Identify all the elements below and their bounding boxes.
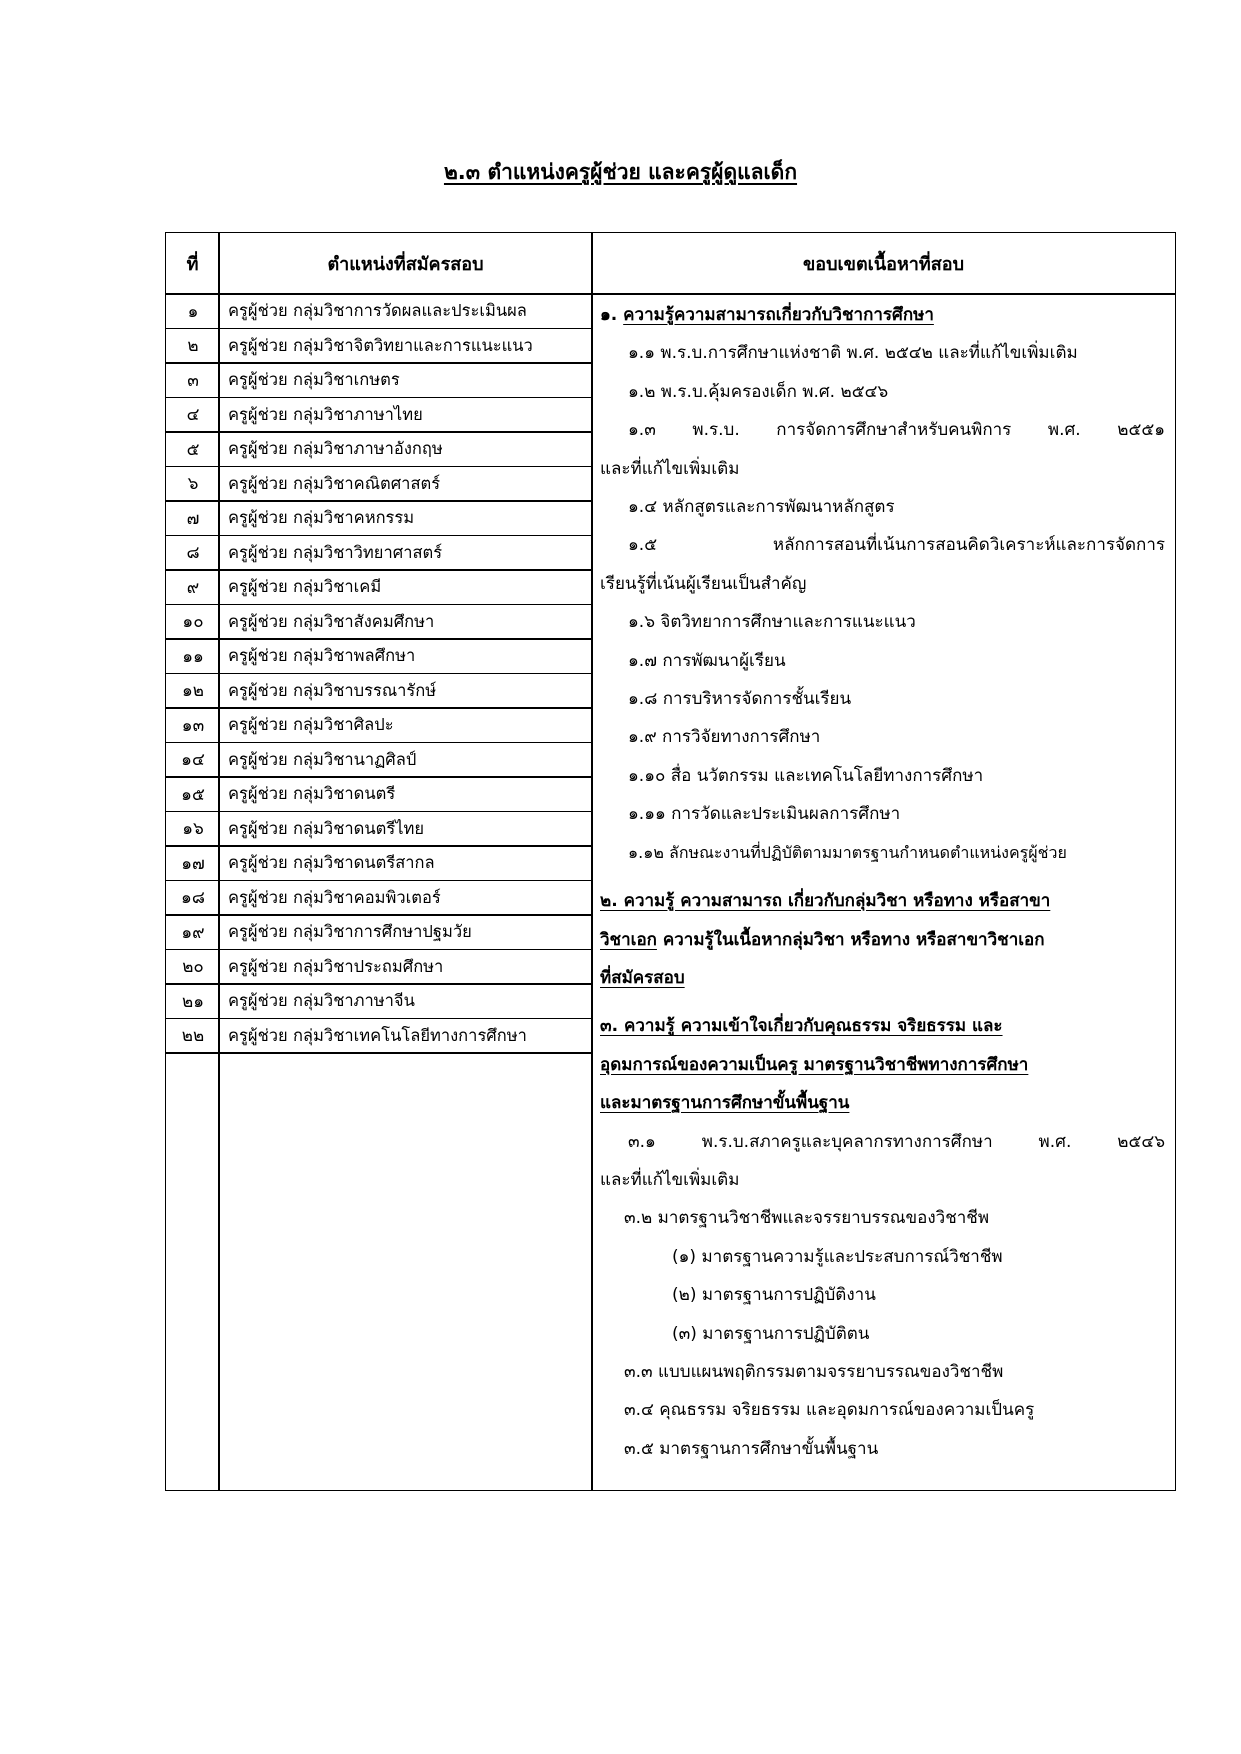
scope-item: ๑.๕ หลักการสอนที่เน้นการสอนคิดวิเคราะห์และการจัดการ	[628, 535, 1165, 556]
row-number: ๑๘	[181, 888, 205, 909]
row-number: ๒๐	[182, 957, 204, 978]
scope-item: ๑.๖ จิตวิทยาการศึกษาและการแนะแนว	[628, 612, 916, 633]
row-position: ครูผู้ช่วย กลุ่มวิชาภาษาไทย	[228, 404, 423, 424]
scope-item: ๑.๑๐ สื่อ นวัตกรรม และเทคโนโลยีทางการศึกษา	[628, 765, 984, 786]
scope-item: ๑.๘ การบริหารจัดการชั้นเรียน	[628, 689, 852, 710]
scope-item: ๑.๒ พ.ร.บ.คุ้มครองเด็ก พ.ศ. ๒๕๔๖	[628, 381, 889, 402]
section-2-tail: ที่สมัครสอบ	[600, 967, 685, 988]
row-number: ๑	[187, 301, 199, 322]
row-number: ๗	[186, 508, 200, 529]
section-2-major: วิชาเอก	[600, 929, 657, 950]
row-position: ครูผู้ช่วย กลุ่มวิชาพลศึกษา	[228, 646, 416, 666]
scope-content	[600, 296, 1165, 1468]
row-position: ครูผู้ช่วย กลุ่มวิชาประถมศึกษา	[228, 956, 444, 976]
section-3-heading-line3: และมาตรฐานการศึกษาขั้นพื้นฐาน	[600, 1093, 850, 1114]
scope-subitem: (๓) มาตรฐานการปฏิบัติตน	[672, 1323, 870, 1344]
scope-item-continuation: และที่แก้ไขเพิ่มเติม	[600, 458, 740, 479]
scope-item: ๓.๔ คุณธรรม จริยธรรม และอุดมการณ์ของความเป็นครู	[624, 1400, 1035, 1421]
page-title-text: ๒.๓ ตำแหน่งครูผู้ช่วย และครูผู้ดูแลเด็ก	[443, 160, 798, 184]
scope-subitem: (๒) มาตรฐานการปฏิบัติงาน	[672, 1285, 876, 1306]
row-position: ครูผู้ช่วย กลุ่มวิชาคอมพิวเตอร์	[228, 887, 441, 907]
scope-subitem: (๑) มาตรฐานความรู้และประสบการณ์วิชาชีพ	[672, 1246, 1003, 1267]
row-number: ๒	[187, 336, 199, 357]
header-position: ตำแหน่งที่สมัครสอบ	[327, 253, 484, 275]
header-number: ที่	[186, 253, 199, 275]
row-position: ครูผู้ช่วย กลุ่มวิชาเกษตร	[228, 370, 400, 390]
row-number: ๔	[186, 405, 200, 426]
header-scope: ขอบเขตเนื้อหาที่สอบ	[802, 253, 964, 275]
row-number: ๑๐	[182, 612, 204, 633]
row-position: ครูผู้ช่วย กลุ่มวิชาบรรณารักษ์	[228, 680, 437, 700]
row-divider	[165, 1052, 592, 1054]
row-number: ๑๔	[181, 750, 205, 771]
section-1-number: ๑.	[600, 305, 618, 325]
row-position: ครูผู้ช่วย กลุ่มวิชาเทคโนโลยีทางการศึกษา	[228, 1025, 527, 1045]
section-3-heading: ๓. ความรู้ ความเข้าใจเกี่ยวกับคุณธรรม จริยธรรม และ	[600, 1016, 1003, 1037]
row-number: ๒๒	[181, 1026, 205, 1047]
scope-item: ๓.๕ มาตรฐานการศึกษาขั้นพื้นฐาน	[624, 1438, 879, 1459]
scope-item: ๑.๔ หลักสูตรและการพัฒนาหลักสูตร	[628, 497, 895, 518]
row-position: ครูผู้ช่วย กลุ่มวิชาสังคมศึกษา	[228, 611, 435, 631]
row-number: ๙	[186, 577, 200, 598]
row-position: ครูผู้ช่วย กลุ่มวิชาวิทยาศาสตร์	[228, 542, 443, 562]
section-2-heading: ๒. ความรู้ ความสามารถ เกี่ยวกับกลุ่มวิชา หรือทาง หรือสาขา	[600, 891, 1051, 912]
scope-item-continuation: และที่แก้ไขเพิ่มเติม	[600, 1169, 740, 1190]
row-number: ๕	[186, 439, 200, 460]
scope-item: ๑.๓ พ.ร.บ. การจัดการศึกษาสำหรับคนพิการ พ.ศ. ๒๕๕๑	[628, 420, 1165, 441]
scope-item: ๓.๒ มาตรฐานวิชาชีพและจรรยาบรรณของวิชาชีพ	[624, 1208, 990, 1229]
scope-item: ๑.๑๒ ลักษณะงานที่ปฏิบัติตามมาตรฐานกำหนดตำแหน่งครูผู้ช่วย	[628, 842, 1067, 862]
page-title	[0, 156, 1241, 189]
scope-item: ๓.๓ แบบแผนพฤติกรรมตามจรรยาบรรณของวิชาชีพ	[624, 1361, 1004, 1382]
row-number: ๒๑	[182, 991, 204, 1012]
row-position: ครูผู้ช่วย กลุ่มวิชาคหกรรม	[228, 508, 415, 528]
column-divider-scope	[591, 232, 593, 1491]
row-position: ครูผู้ช่วย กลุ่มวิชาดนตรี	[228, 784, 396, 804]
row-number: ๑๒	[182, 681, 204, 702]
row-number: ๘	[186, 543, 200, 564]
scope-item: ๑.๙ การวิจัยทางการศึกษา	[628, 727, 821, 748]
row-number: ๑๑	[182, 646, 204, 667]
section-3-heading-line2: อุดมการณ์ของความเป็นครู มาตรฐานวิชาชีพทางการศึกษา	[600, 1054, 1029, 1075]
row-position: ครูผู้ช่วย กลุ่มวิชาภาษาจีน	[228, 991, 415, 1011]
row-number: ๓	[187, 370, 199, 391]
row-position: ครูผู้ช่วย กลุ่มวิชานาฏศิลป์	[228, 749, 417, 769]
row-number: ๑๓	[181, 715, 205, 736]
row-number: ๖	[187, 474, 199, 495]
scope-item: ๑.๗ การพัฒนาผู้เรียน	[628, 650, 786, 671]
row-position: ครูผู้ช่วย กลุ่มวิชาคณิตศาสตร์	[228, 473, 441, 493]
scope-item-continuation: เรียนรู้ที่เน้นผู้เรียนเป็นสำคัญ	[600, 573, 807, 594]
section-1-title: ความรู้ความสามารถเกี่ยวกับวิชาการศึกษา	[623, 305, 934, 325]
row-position: ครูผู้ช่วย กลุ่มวิชาดนตรีสากล	[228, 853, 435, 873]
section-2-description: ความรู้ในเนื้อหากลุ่มวิชา หรือทาง หรือสาขาวิชาเอก	[656, 929, 1045, 950]
row-position: ครูผู้ช่วย กลุ่มวิชาศิลปะ	[228, 715, 394, 735]
row-number: ๑๙	[181, 922, 205, 943]
row-position: ครูผู้ช่วย กลุ่มวิชาจิตวิทยาและการแนะแนว	[228, 335, 533, 355]
row-position: ครูผู้ช่วย กลุ่มวิชาภาษาอังกฤษ	[228, 439, 443, 459]
row-number: ๑๕	[181, 784, 205, 805]
row-position: ครูผู้ช่วย กลุ่มวิชาเคมี	[228, 577, 382, 597]
scope-item: ๓.๑ พ.ร.บ.สภาครูและบุคลากรทางการศึกษา พ.ศ. ๒๕๔๖	[628, 1131, 1165, 1152]
row-position: ครูผู้ช่วย กลุ่มวิชาการศึกษาปฐมวัย	[228, 922, 472, 942]
row-position: ครูผู้ช่วย กลุ่มวิชาดนตรีไทย	[228, 818, 425, 838]
scope-item: ๑.๑๑ การวัดและประเมินผลการศึกษา	[628, 804, 901, 825]
row-number: ๑๗	[181, 853, 205, 874]
row-position: ครูผู้ช่วย กลุ่มวิชาการวัดผลและประเมินผล	[228, 301, 527, 321]
scope-item: ๑.๑ พ.ร.บ.การศึกษาแห่งชาติ พ.ศ. ๒๕๔๒ และที่แก้ไขเพิ่มเติม	[628, 343, 1078, 364]
row-number: ๑๖	[182, 819, 204, 840]
